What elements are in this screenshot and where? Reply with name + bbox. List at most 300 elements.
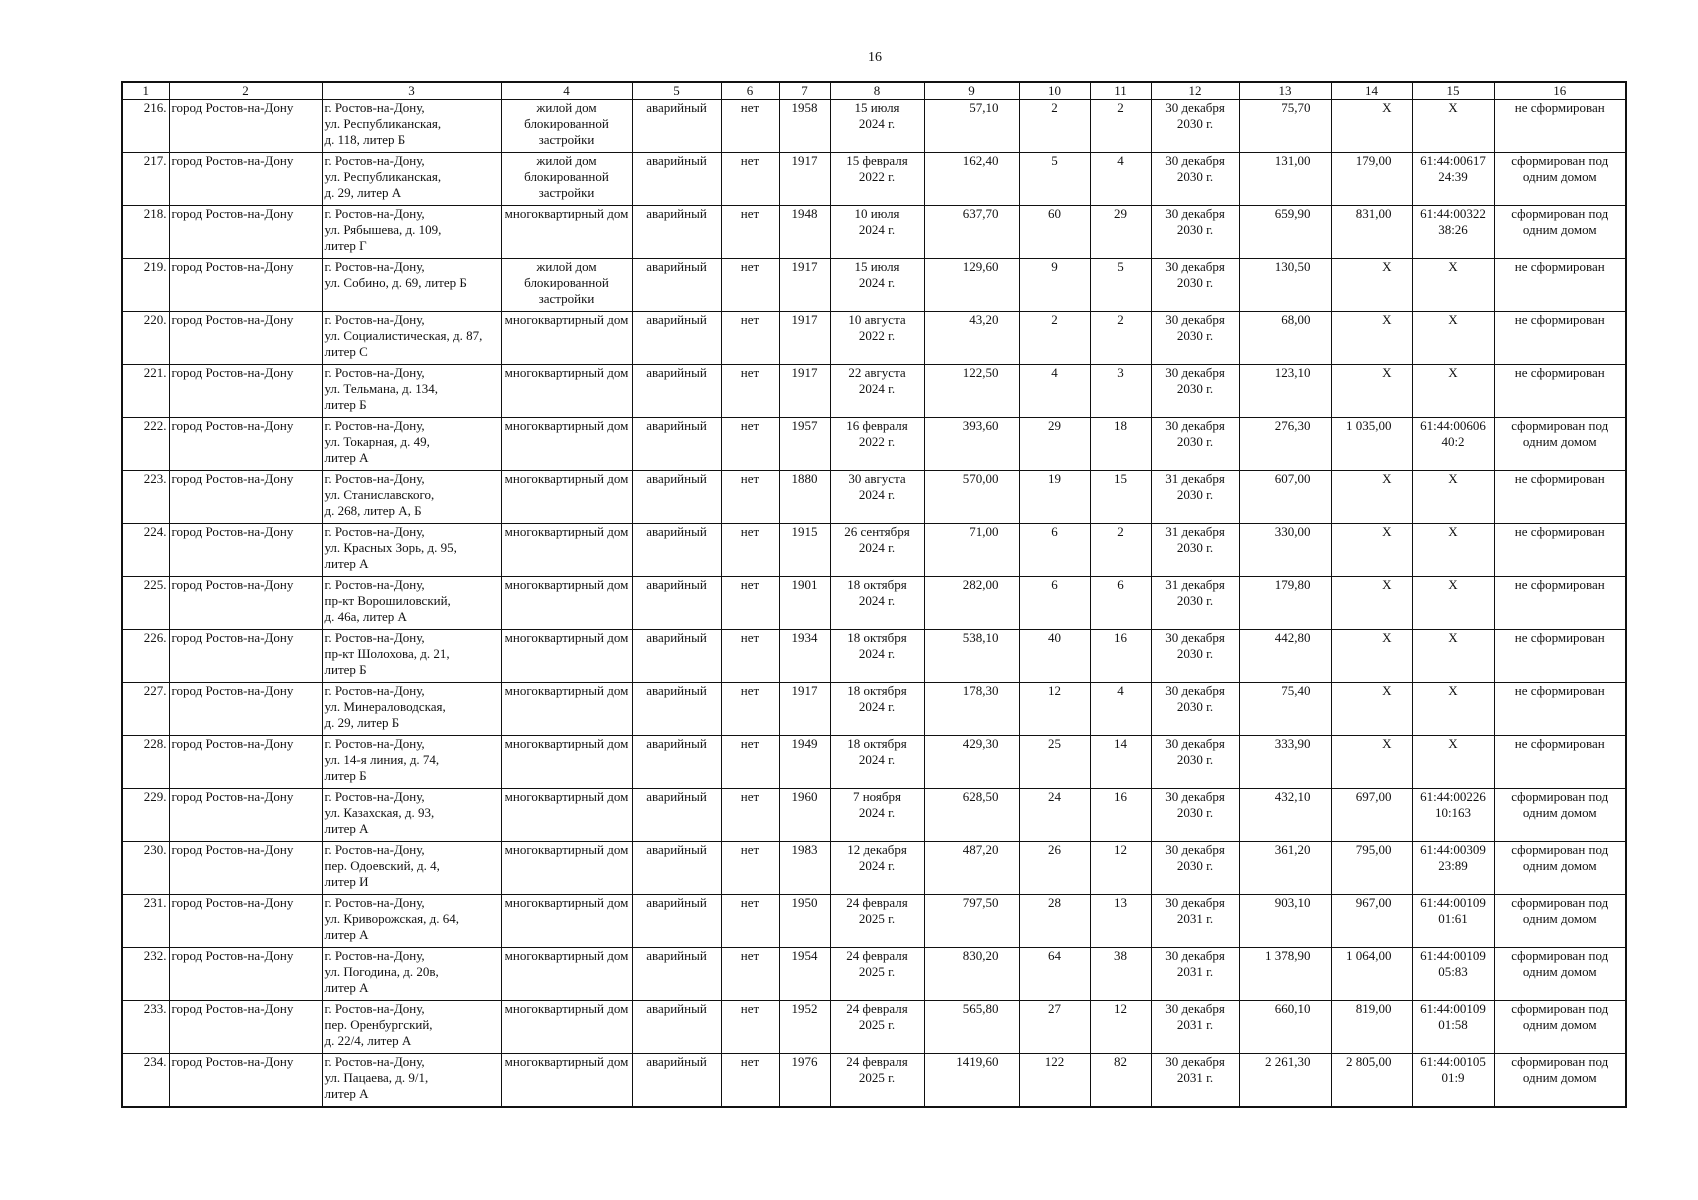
cell-building-type: жилой дом блокированной застройки bbox=[501, 100, 632, 153]
cell-municipality: город Ростов-на-Дону bbox=[169, 577, 322, 630]
cell-year-built: 1917 bbox=[779, 312, 830, 365]
cell-status-flag: нет bbox=[721, 1054, 779, 1107]
cell-year-built: 1950 bbox=[779, 895, 830, 948]
table-row bbox=[122, 683, 1626, 736]
table-row bbox=[122, 524, 1626, 577]
cell-land-plot-status: не сформирован bbox=[1494, 683, 1626, 736]
cell-cadastral-number: X bbox=[1412, 524, 1494, 577]
cell-municipality: город Ростов-на-Дону bbox=[169, 418, 322, 471]
cell-residents: 27 bbox=[1019, 1001, 1090, 1054]
cell-area: 57,10 bbox=[924, 100, 1019, 153]
cell-apartments: 12 bbox=[1090, 1001, 1151, 1054]
cell-apartments: 16 bbox=[1090, 630, 1151, 683]
cell-apartments: 15 bbox=[1090, 471, 1151, 524]
cell-area: 1419,60 bbox=[924, 1054, 1019, 1107]
cell-land-area: X bbox=[1331, 471, 1412, 524]
cell-municipality: город Ростов-на-Дону bbox=[169, 842, 322, 895]
cell-land-plot-status: сформирован под одним домом bbox=[1494, 1001, 1626, 1054]
cell-planned-resettlement-date: 30 декабря 2030 г. bbox=[1151, 842, 1239, 895]
table-row bbox=[122, 577, 1626, 630]
cell-building-type: многоквартирный дом bbox=[501, 312, 632, 365]
cell-land-area: X bbox=[1331, 577, 1412, 630]
column-header-9: 9 bbox=[924, 82, 1019, 100]
table-row bbox=[122, 1001, 1626, 1054]
cell-land-plot-status: не сформирован bbox=[1494, 312, 1626, 365]
cell-status-flag: нет bbox=[721, 312, 779, 365]
table-row bbox=[122, 100, 1626, 153]
cell-land-area: 967,00 bbox=[1331, 895, 1412, 948]
cell-cadastral-number: 61:44:00617 24:39 bbox=[1412, 153, 1494, 206]
cell-planned-resettlement-date: 30 декабря 2031 г. bbox=[1151, 1054, 1239, 1107]
cell-apartments: 29 bbox=[1090, 206, 1151, 259]
cell-residents: 25 bbox=[1019, 736, 1090, 789]
cell-land-area: 819,00 bbox=[1331, 1001, 1412, 1054]
cell-land-area: 179,00 bbox=[1331, 153, 1412, 206]
cell-land-area: X bbox=[1331, 365, 1412, 418]
cell-land-plot-status: не сформирован bbox=[1494, 736, 1626, 789]
cell-planned-resettlement-date: 30 декабря 2030 г. bbox=[1151, 736, 1239, 789]
table-row bbox=[122, 948, 1626, 1001]
cell-residents: 122 bbox=[1019, 1054, 1090, 1107]
cell-resettled-area: 903,10 bbox=[1239, 895, 1331, 948]
cell-row-number: 224. bbox=[122, 524, 169, 577]
cell-land-plot-status: сформирован под одним домом bbox=[1494, 789, 1626, 842]
cell-recognition-date: 18 октября 2024 г. bbox=[830, 736, 924, 789]
cell-apartments: 2 bbox=[1090, 100, 1151, 153]
cell-address: г. Ростов-на-Дону, пер. Одоевский, д. 4, литер И bbox=[322, 842, 501, 895]
cell-land-plot-status: сформирован под одним домом bbox=[1494, 206, 1626, 259]
cell-address: г. Ростов-на-Дону, ул. Собино, д. 69, литер Б bbox=[322, 259, 501, 312]
cell-land-plot-status: сформирован под одним домом bbox=[1494, 1054, 1626, 1107]
cell-condition: аварийный bbox=[632, 1001, 721, 1054]
cell-residents: 2 bbox=[1019, 100, 1090, 153]
cell-resettled-area: 179,80 bbox=[1239, 577, 1331, 630]
cell-condition: аварийный bbox=[632, 418, 721, 471]
cell-planned-resettlement-date: 31 декабря 2030 г. bbox=[1151, 524, 1239, 577]
cell-apartments: 2 bbox=[1090, 312, 1151, 365]
cell-recognition-date: 15 июля 2024 г. bbox=[830, 100, 924, 153]
cell-municipality: город Ростов-на-Дону bbox=[169, 789, 322, 842]
cell-row-number: 231. bbox=[122, 895, 169, 948]
cell-year-built: 1917 bbox=[779, 683, 830, 736]
cell-residents: 29 bbox=[1019, 418, 1090, 471]
cell-area: 282,00 bbox=[924, 577, 1019, 630]
column-header-1: 1 bbox=[122, 82, 169, 100]
cell-land-area: X bbox=[1331, 736, 1412, 789]
cell-condition: аварийный bbox=[632, 259, 721, 312]
cell-recognition-date: 24 февраля 2025 г. bbox=[830, 895, 924, 948]
cell-condition: аварийный bbox=[632, 577, 721, 630]
cell-address: г. Ростов-на-Дону, ул. Красных Зорь, д. 95, литер А bbox=[322, 524, 501, 577]
cell-recognition-date: 26 сентября 2024 г. bbox=[830, 524, 924, 577]
cell-condition: аварийный bbox=[632, 948, 721, 1001]
cell-status-flag: нет bbox=[721, 418, 779, 471]
cell-resettled-area: 1 378,90 bbox=[1239, 948, 1331, 1001]
cell-building-type: многоквартирный дом bbox=[501, 1001, 632, 1054]
cell-planned-resettlement-date: 30 декабря 2030 г. bbox=[1151, 259, 1239, 312]
cell-condition: аварийный bbox=[632, 524, 721, 577]
cell-address: г. Ростов-на-Дону, ул. Тельмана, д. 134, литер Б bbox=[322, 365, 501, 418]
cell-resettled-area: 276,30 bbox=[1239, 418, 1331, 471]
table-row bbox=[122, 736, 1626, 789]
cell-area: 797,50 bbox=[924, 895, 1019, 948]
cell-area: 570,00 bbox=[924, 471, 1019, 524]
cell-building-type: многоквартирный дом bbox=[501, 948, 632, 1001]
cell-area: 43,20 bbox=[924, 312, 1019, 365]
cell-address: г. Ростов-на-Дону, ул. Криворожская, д. 64, литер А bbox=[322, 895, 501, 948]
cell-row-number: 221. bbox=[122, 365, 169, 418]
cell-land-area: 831,00 bbox=[1331, 206, 1412, 259]
cell-planned-resettlement-date: 30 декабря 2030 г. bbox=[1151, 206, 1239, 259]
cell-status-flag: нет bbox=[721, 842, 779, 895]
column-header-14: 14 bbox=[1331, 82, 1412, 100]
cell-recognition-date: 18 октября 2024 г. bbox=[830, 683, 924, 736]
cell-row-number: 229. bbox=[122, 789, 169, 842]
cell-row-number: 228. bbox=[122, 736, 169, 789]
column-header-2: 2 bbox=[169, 82, 322, 100]
cell-land-plot-status: сформирован под одним домом bbox=[1494, 418, 1626, 471]
cell-year-built: 1976 bbox=[779, 1054, 830, 1107]
cell-apartments: 3 bbox=[1090, 365, 1151, 418]
cell-land-area: X bbox=[1331, 259, 1412, 312]
cell-municipality: город Ростов-на-Дону bbox=[169, 153, 322, 206]
cell-residents: 60 bbox=[1019, 206, 1090, 259]
cell-resettled-area: 432,10 bbox=[1239, 789, 1331, 842]
cell-residents: 24 bbox=[1019, 789, 1090, 842]
cell-status-flag: нет bbox=[721, 100, 779, 153]
cell-land-plot-status: не сформирован bbox=[1494, 630, 1626, 683]
cell-year-built: 1917 bbox=[779, 153, 830, 206]
cell-address: г. Ростов-на-Дону, пр-кт Ворошиловский, д. 46а, литер А bbox=[322, 577, 501, 630]
cell-address: г. Ростов-на-Дону, пр-кт Шолохова, д. 21, литер Б bbox=[322, 630, 501, 683]
cell-recognition-date: 24 февраля 2025 г. bbox=[830, 1001, 924, 1054]
cell-municipality: город Ростов-на-Дону bbox=[169, 736, 322, 789]
cell-municipality: город Ростов-на-Дону bbox=[169, 1001, 322, 1054]
cell-planned-resettlement-date: 30 декабря 2031 г. bbox=[1151, 948, 1239, 1001]
cell-residents: 64 bbox=[1019, 948, 1090, 1001]
cell-condition: аварийный bbox=[632, 312, 721, 365]
column-header-12: 12 bbox=[1151, 82, 1239, 100]
cell-apartments: 38 bbox=[1090, 948, 1151, 1001]
cell-resettled-area: 2 261,30 bbox=[1239, 1054, 1331, 1107]
cell-cadastral-number: X bbox=[1412, 259, 1494, 312]
cell-residents: 5 bbox=[1019, 153, 1090, 206]
cell-land-area: 1 064,00 bbox=[1331, 948, 1412, 1001]
cell-resettled-area: 333,90 bbox=[1239, 736, 1331, 789]
table-row bbox=[122, 365, 1626, 418]
cell-land-area: 795,00 bbox=[1331, 842, 1412, 895]
cell-year-built: 1954 bbox=[779, 948, 830, 1001]
cell-cadastral-number: 61:44:00109 01:61 bbox=[1412, 895, 1494, 948]
cell-building-type: многоквартирный дом bbox=[501, 736, 632, 789]
cell-cadastral-number: 61:44:00109 05:83 bbox=[1412, 948, 1494, 1001]
cell-row-number: 227. bbox=[122, 683, 169, 736]
cell-row-number: 233. bbox=[122, 1001, 169, 1054]
cell-row-number: 234. bbox=[122, 1054, 169, 1107]
cell-building-type: многоквартирный дом bbox=[501, 471, 632, 524]
cell-cadastral-number: 61:44:00226 10:163 bbox=[1412, 789, 1494, 842]
cell-building-type: многоквартирный дом bbox=[501, 895, 632, 948]
cell-cadastral-number: X bbox=[1412, 365, 1494, 418]
column-header-11: 11 bbox=[1090, 82, 1151, 100]
cell-building-type: многоквартирный дом bbox=[501, 365, 632, 418]
cell-row-number: 218. bbox=[122, 206, 169, 259]
column-number-header bbox=[122, 82, 1626, 100]
cell-land-plot-status: сформирован под одним домом bbox=[1494, 948, 1626, 1001]
cell-address: г. Ростов-на-Дону, ул. 14-я линия, д. 74, литер Б bbox=[322, 736, 501, 789]
header-row bbox=[122, 82, 1626, 100]
cell-apartments: 14 bbox=[1090, 736, 1151, 789]
cell-planned-resettlement-date: 30 декабря 2030 г. bbox=[1151, 312, 1239, 365]
cell-address: г. Ростов-на-Дону, пер. Оренбургский, д. 22/4, литер А bbox=[322, 1001, 501, 1054]
housing-register-table bbox=[121, 81, 1627, 1108]
column-header-7: 7 bbox=[779, 82, 830, 100]
cell-year-built: 1917 bbox=[779, 259, 830, 312]
cell-status-flag: нет bbox=[721, 948, 779, 1001]
cell-address: г. Ростов-на-Дону, ул. Пацаева, д. 9/1, литер А bbox=[322, 1054, 501, 1107]
cell-planned-resettlement-date: 30 декабря 2030 г. bbox=[1151, 365, 1239, 418]
cell-recognition-date: 30 августа 2024 г. bbox=[830, 471, 924, 524]
cell-cadastral-number: X bbox=[1412, 312, 1494, 365]
cell-area: 71,00 bbox=[924, 524, 1019, 577]
cell-building-type: жилой дом блокированной застройки bbox=[501, 153, 632, 206]
table-row bbox=[122, 895, 1626, 948]
cell-building-type: многоквартирный дом bbox=[501, 577, 632, 630]
cell-building-type: многоквартирный дом bbox=[501, 789, 632, 842]
cell-residents: 40 bbox=[1019, 630, 1090, 683]
cell-area: 830,20 bbox=[924, 948, 1019, 1001]
cell-planned-resettlement-date: 30 декабря 2030 г. bbox=[1151, 418, 1239, 471]
cell-resettled-area: 659,90 bbox=[1239, 206, 1331, 259]
cell-building-type: жилой дом блокированной застройки bbox=[501, 259, 632, 312]
cell-residents: 4 bbox=[1019, 365, 1090, 418]
cell-status-flag: нет bbox=[721, 683, 779, 736]
cell-cadastral-number: X bbox=[1412, 683, 1494, 736]
cell-area: 565,80 bbox=[924, 1001, 1019, 1054]
cell-resettled-area: 361,20 bbox=[1239, 842, 1331, 895]
cell-year-built: 1958 bbox=[779, 100, 830, 153]
cell-year-built: 1901 bbox=[779, 577, 830, 630]
page-number: 16 bbox=[868, 50, 882, 65]
cell-row-number: 230. bbox=[122, 842, 169, 895]
cell-municipality: город Ростов-на-Дону bbox=[169, 259, 322, 312]
cell-planned-resettlement-date: 30 декабря 2030 г. bbox=[1151, 789, 1239, 842]
cell-year-built: 1957 bbox=[779, 418, 830, 471]
cell-municipality: город Ростов-на-Дону bbox=[169, 895, 322, 948]
cell-cadastral-number: 61:44:00606 40:2 bbox=[1412, 418, 1494, 471]
cell-address: г. Ростов-на-Дону, ул. Токарная, д. 49, литер А bbox=[322, 418, 501, 471]
cell-status-flag: нет bbox=[721, 259, 779, 312]
cell-residents: 6 bbox=[1019, 524, 1090, 577]
cell-area: 393,60 bbox=[924, 418, 1019, 471]
cell-cadastral-number: X bbox=[1412, 471, 1494, 524]
cell-year-built: 1949 bbox=[779, 736, 830, 789]
cell-address: г. Ростов-на-Дону, ул. Казахская, д. 93, литер А bbox=[322, 789, 501, 842]
cell-apartments: 13 bbox=[1090, 895, 1151, 948]
cell-status-flag: нет bbox=[721, 630, 779, 683]
cell-status-flag: нет bbox=[721, 153, 779, 206]
cell-resettled-area: 607,00 bbox=[1239, 471, 1331, 524]
cell-row-number: 225. bbox=[122, 577, 169, 630]
cell-municipality: город Ростов-на-Дону bbox=[169, 312, 322, 365]
cell-planned-resettlement-date: 31 декабря 2030 г. bbox=[1151, 471, 1239, 524]
column-header-15: 15 bbox=[1412, 82, 1494, 100]
cell-recognition-date: 22 августа 2024 г. bbox=[830, 365, 924, 418]
column-header-3: 3 bbox=[322, 82, 501, 100]
cell-land-plot-status: не сформирован bbox=[1494, 524, 1626, 577]
cell-land-area: X bbox=[1331, 630, 1412, 683]
cell-recognition-date: 16 февраля 2022 г. bbox=[830, 418, 924, 471]
cell-area: 178,30 bbox=[924, 683, 1019, 736]
cell-year-built: 1934 bbox=[779, 630, 830, 683]
cell-condition: аварийный bbox=[632, 153, 721, 206]
cell-address: г. Ростов-на-Дону, ул. Станиславского, д. 268, литер А, Б bbox=[322, 471, 501, 524]
cell-land-plot-status: сформирован под одним домом bbox=[1494, 153, 1626, 206]
cell-apartments: 16 bbox=[1090, 789, 1151, 842]
cell-area: 162,40 bbox=[924, 153, 1019, 206]
cell-condition: аварийный bbox=[632, 206, 721, 259]
cell-apartments: 5 bbox=[1090, 259, 1151, 312]
cell-building-type: многоквартирный дом bbox=[501, 418, 632, 471]
cell-land-plot-status: не сформирован bbox=[1494, 577, 1626, 630]
cell-planned-resettlement-date: 30 декабря 2030 г. bbox=[1151, 683, 1239, 736]
cell-residents: 19 bbox=[1019, 471, 1090, 524]
cell-condition: аварийный bbox=[632, 736, 721, 789]
cell-planned-resettlement-date: 31 декабря 2030 г. bbox=[1151, 577, 1239, 630]
table-row bbox=[122, 471, 1626, 524]
cell-recognition-date: 18 октября 2024 г. bbox=[830, 630, 924, 683]
cell-status-flag: нет bbox=[721, 789, 779, 842]
cell-land-area: X bbox=[1331, 683, 1412, 736]
cell-row-number: 219. bbox=[122, 259, 169, 312]
cell-year-built: 1983 bbox=[779, 842, 830, 895]
cell-resettled-area: 442,80 bbox=[1239, 630, 1331, 683]
cell-apartments: 2 bbox=[1090, 524, 1151, 577]
column-header-13: 13 bbox=[1239, 82, 1331, 100]
table-row bbox=[122, 418, 1626, 471]
cell-condition: аварийный bbox=[632, 1054, 721, 1107]
cell-building-type: многоквартирный дом bbox=[501, 630, 632, 683]
cell-resettled-area: 330,00 bbox=[1239, 524, 1331, 577]
table-row bbox=[122, 259, 1626, 312]
cell-area: 122,50 bbox=[924, 365, 1019, 418]
table-row bbox=[122, 312, 1626, 365]
cell-condition: аварийный bbox=[632, 365, 721, 418]
table-row bbox=[122, 842, 1626, 895]
cell-status-flag: нет bbox=[721, 577, 779, 630]
column-header-6: 6 bbox=[721, 82, 779, 100]
cell-residents: 28 bbox=[1019, 895, 1090, 948]
cell-apartments: 4 bbox=[1090, 153, 1151, 206]
cell-row-number: 226. bbox=[122, 630, 169, 683]
cell-recognition-date: 18 октября 2024 г. bbox=[830, 577, 924, 630]
table-row bbox=[122, 1054, 1626, 1107]
table-row bbox=[122, 153, 1626, 206]
table-body bbox=[122, 100, 1626, 1107]
cell-cadastral-number: X bbox=[1412, 100, 1494, 153]
column-header-10: 10 bbox=[1019, 82, 1090, 100]
cell-condition: аварийный bbox=[632, 630, 721, 683]
cell-condition: аварийный bbox=[632, 683, 721, 736]
cell-condition: аварийный bbox=[632, 789, 721, 842]
cell-resettled-area: 75,40 bbox=[1239, 683, 1331, 736]
cell-area: 538,10 bbox=[924, 630, 1019, 683]
cell-municipality: город Ростов-на-Дону bbox=[169, 206, 322, 259]
cell-municipality: город Ростов-на-Дону bbox=[169, 100, 322, 153]
cell-building-type: многоквартирный дом bbox=[501, 1054, 632, 1107]
cell-municipality: город Ростов-на-Дону bbox=[169, 524, 322, 577]
cell-land-area: 697,00 bbox=[1331, 789, 1412, 842]
table-row bbox=[122, 630, 1626, 683]
cell-apartments: 12 bbox=[1090, 842, 1151, 895]
cell-planned-resettlement-date: 30 декабря 2031 г. bbox=[1151, 895, 1239, 948]
cell-year-built: 1948 bbox=[779, 206, 830, 259]
cell-area: 129,60 bbox=[924, 259, 1019, 312]
cell-status-flag: нет bbox=[721, 1001, 779, 1054]
cell-land-plot-status: не сформирован bbox=[1494, 259, 1626, 312]
cell-land-plot-status: не сформирован bbox=[1494, 100, 1626, 153]
cell-cadastral-number: 61:44:00309 23:89 bbox=[1412, 842, 1494, 895]
cell-row-number: 216. bbox=[122, 100, 169, 153]
cell-year-built: 1880 bbox=[779, 471, 830, 524]
cell-residents: 26 bbox=[1019, 842, 1090, 895]
cell-status-flag: нет bbox=[721, 895, 779, 948]
cell-land-plot-status: не сформирован bbox=[1494, 365, 1626, 418]
cell-land-area: 2 805,00 bbox=[1331, 1054, 1412, 1107]
cell-land-plot-status: сформирован под одним домом bbox=[1494, 895, 1626, 948]
cell-recognition-date: 12 декабря 2024 г. bbox=[830, 842, 924, 895]
table-row bbox=[122, 206, 1626, 259]
cell-residents: 9 bbox=[1019, 259, 1090, 312]
cell-address: г. Ростов-на-Дону, ул. Минераловодская, д. 29, литер Б bbox=[322, 683, 501, 736]
cell-status-flag: нет bbox=[721, 736, 779, 789]
cell-row-number: 232. bbox=[122, 948, 169, 1001]
cell-building-type: многоквартирный дом bbox=[501, 206, 632, 259]
cell-resettled-area: 131,00 bbox=[1239, 153, 1331, 206]
cell-resettled-area: 660,10 bbox=[1239, 1001, 1331, 1054]
column-header-8: 8 bbox=[830, 82, 924, 100]
table-row bbox=[122, 789, 1626, 842]
cell-building-type: многоквартирный дом bbox=[501, 524, 632, 577]
cell-year-built: 1960 bbox=[779, 789, 830, 842]
cell-row-number: 222. bbox=[122, 418, 169, 471]
cell-resettled-area: 68,00 bbox=[1239, 312, 1331, 365]
cell-area: 637,70 bbox=[924, 206, 1019, 259]
cell-resettled-area: 75,70 bbox=[1239, 100, 1331, 153]
cell-building-type: многоквартирный дом bbox=[501, 683, 632, 736]
cell-year-built: 1915 bbox=[779, 524, 830, 577]
cell-condition: аварийный bbox=[632, 100, 721, 153]
cell-address: г. Ростов-на-Дону, ул. Погодина, д. 20в, литер А bbox=[322, 948, 501, 1001]
cell-apartments: 82 bbox=[1090, 1054, 1151, 1107]
cell-year-built: 1917 bbox=[779, 365, 830, 418]
cell-address: г. Ростов-на-Дону, ул. Республиканская, д. 118, литер Б bbox=[322, 100, 501, 153]
cell-area: 628,50 bbox=[924, 789, 1019, 842]
cell-apartments: 6 bbox=[1090, 577, 1151, 630]
cell-recognition-date: 10 августа 2022 г. bbox=[830, 312, 924, 365]
cell-address: г. Ростов-на-Дону, ул. Республиканская, д. 29, литер А bbox=[322, 153, 501, 206]
cell-planned-resettlement-date: 30 декабря 2030 г. bbox=[1151, 630, 1239, 683]
cell-land-area: 1 035,00 bbox=[1331, 418, 1412, 471]
cell-municipality: город Ростов-на-Дону bbox=[169, 365, 322, 418]
cell-municipality: город Ростов-на-Дону bbox=[169, 948, 322, 1001]
cell-cadastral-number: X bbox=[1412, 577, 1494, 630]
cell-area: 487,20 bbox=[924, 842, 1019, 895]
column-header-4: 4 bbox=[501, 82, 632, 100]
cell-apartments: 18 bbox=[1090, 418, 1151, 471]
cell-land-area: X bbox=[1331, 524, 1412, 577]
cell-address: г. Ростов-на-Дону, ул. Рябышева, д. 109, литер Г bbox=[322, 206, 501, 259]
